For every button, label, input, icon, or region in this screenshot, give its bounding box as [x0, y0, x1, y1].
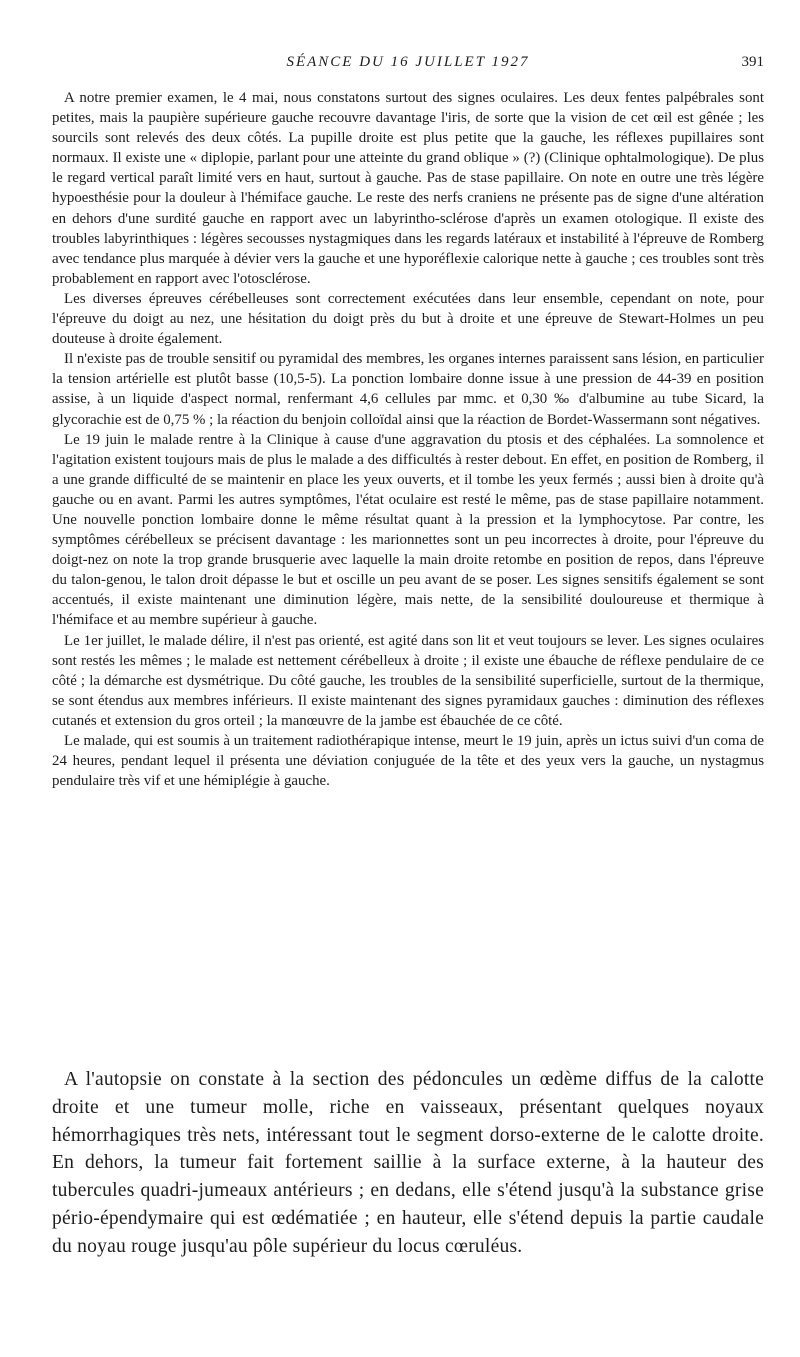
- case-report-text: [52, 88, 764, 791]
- paragraph-death: Le malade, qui est soumis à un traitement radiothérapique intense, meurt le 19 juin, après un ictus suivi d'un coma de 24 heures, pendant lequel il présenta une déviation conjuguée de la tête et des yeux vers la gauche, un nystagmus pendulaire très vif et une hémiplégie à gauche.: [52, 733, 764, 790]
- paragraph-autopsy: A l'autopsie on constate à la section des pédoncules un œdème diffus de la calotte droite et une tumeur molle, riche en vaisseaux, présentant quelques noyaux hémorrhagiques très nets, intéressant tout le segment dorso-externe de le calotte droite. En dehors, la tumeur fait fortement saillie à la surface externe, à la hauteur des tubercules quadri-jumeaux antérieurs ; en dedans, elle s'étend jusqu'à la substance grise pério-épendymaire qui est œdématiée ; en hauteur, elle s'étend depuis la partie caudale du noyau rouge jusqu'au pôle supérieur du locus cœruléus.: [52, 1069, 764, 1257]
- paragraph-july-1: Le 1er juillet, le malade délire, il n'est pas orienté, est agité dans son lit et veut toujours se lever. Les signes oculaires sont restés les mêmes ; le malade est nettement cérébelleux à droite ; il existe une ébauche de réflexe pendulaire de ce côté ; la démarche est dysmétrique. Du côté gauche, les troubles de la sensibilité superficielle, surtout de la thermique, se sont étendus aux membres inférieurs. Il existe maintenant des signes pyramidaux gauches : diminution des réflexes cutanés et extension du gros orteil ; la manœuvre de la jambe est ébauchée de ce côté.: [52, 632, 764, 729]
- paragraph-cerebellar-tests: Les diverses épreuves cérébelleuses sont correctement exécutées dans leur ensemble, cependant on note, pour l'épreuve du doigt au nez, une hésitation du doigt près du but à droite et une épreuve de Stewart-Holmes un peu douteuse à droite également.: [52, 290, 764, 348]
- page-number: 391: [741, 54, 764, 70]
- page-header: [52, 54, 764, 76]
- paragraph-june-19: Le 19 juin le malade rentre à la Clinique à cause d'une aggravation du ptosis et des céphalées. La somnolence et l'agitation existent toujours mais de plus le malade a des difficultés à rester debout. En effet, en position de Romberg, il a une grande difficulté de se maintenir en place les yeux ouverts, et il tombe les yeux fermés ; aussi bien à droite qu'à gauche ou en avant. Parmi les autres symptômes, l'état oculaire est resté le même, pas de stase papillaire notamment. Une nouvelle ponction lombaire donne le même résultat quant à la pression et la lymphocytose. Par contre, les symptômes cérébelleux se précisent davantage : les marionnettes sont un peu incorrectes à droite, pour l'épreuve du doigt-nez on note la trop grande brusquerie avec laquelle la main droite retombe en position de repos, dans l'épreuve du talon-genou, le talon droit dépasse le but et oscille un peu avant de se poser. Les signes sensitifs également se sont accentués, il existe maintenant une diminution légère, mais nette, de la sensibilité douloureuse et thermique à l'hémiface et au membre supérieur à gauche.: [52, 431, 764, 629]
- paragraph-first-exam: A notre premier examen, le 4 mai, nous constatons surtout des signes oculaires. Les deux fentes palpébrales sont petites, mais la paupière supérieure gauche recouvre davantage l'iris, de sorte que la vision de cet œil est gênée ; les sourcils sont relevés des deux côtés. La pupille droite est plus petite que la gauche, les réflexes pupillaires sont normaux. Il existe une « diplopie, parlant pour une atteinte du grand oblique » (?) (Clinique ophtalmologique). De plus le regard vertical paraît limité vers en haut, surtout à gauche. Pas de stase papillaire. On note en outre une très légère hypoesthésie pour la douleur à l'hémiface gauche. Le reste des nerfs craniens ne présente pas de signe d'une altération en dehors d'une surdité gauche en rapport avec un labyrintho-sclérose d'après un examen otologique. Il existe des troubles labyrinthiques : légères secousses nystagmiques dans les regards latéraux et instabilité à l'épreuve de Romberg avec tendance plus marquée à dévier vers la gauche et une hyporéflexie calorique nette à gauche ; ces troubles sont très probablement en rapport avec l'otosclérose.: [52, 90, 764, 287]
- running-head: SÉANCE DU 16 JUILLET 1927: [286, 54, 530, 70]
- paragraph-lumbar-puncture: Il n'existe pas de trouble sensitif ou pyramidal des membres, les organes internes paraissent sans lésion, en particulier la tension artérielle est plutôt basse (10,5-5). La ponction lombaire donne issue à une pression de 44-39 en position assise, à un liquide d'aspect normal, renfermant 4,6 cellules par mmc. et 0,30 ‰ d'albumine au tube Sicard, la glycorachie est de 0,75 % ; la réaction du benjoin colloïdal ainsi que la réaction de Bordet-Wassermann sont négatives.: [52, 351, 764, 428]
- autopsy-text: [52, 1066, 764, 1261]
